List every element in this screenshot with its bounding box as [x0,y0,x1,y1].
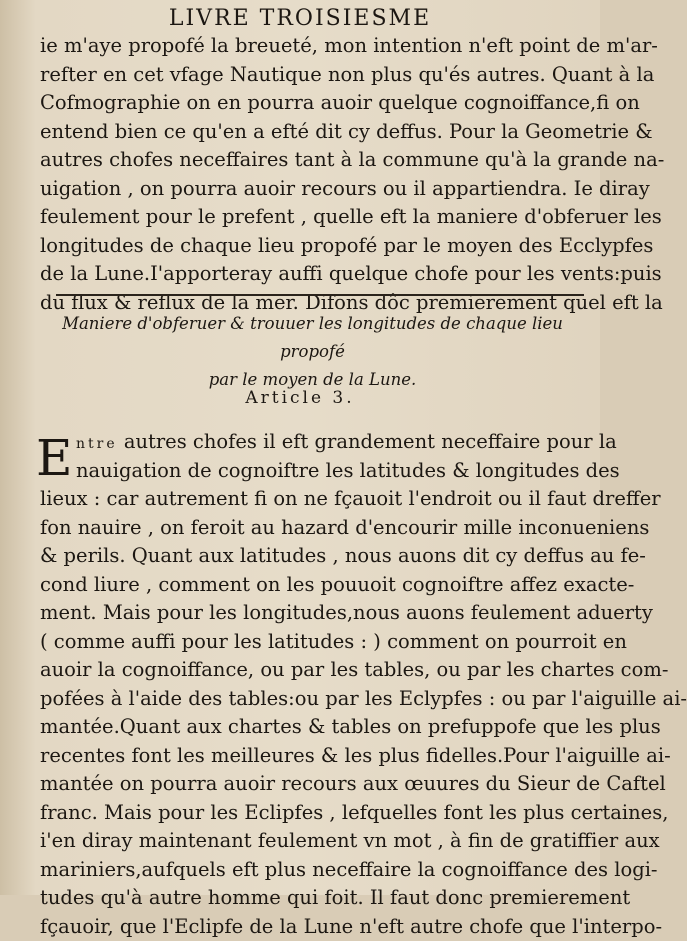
text-line: mantée on pourra auoir recours aux œuures du Sieur de Caftel [40,770,585,799]
text-line: cond liure , comment on les pouuoit cognoiftre affez exacte- [40,571,585,600]
text-line: uigation , on pourra auoir recours ou il appartiendra. Ie diray [40,175,585,204]
first-word: ntre [76,436,118,452]
text-line: de la Lune.I'apporteray auffi quelque chofe pour les vents:puis [40,260,585,289]
article-body [40,428,585,941]
text-line: franc. Mais pour les Eclipfes , lefquelles font les plus certaines, [40,799,585,828]
text-line: autres chofes neceffaires tant à la commune qu'à la grande na- [40,146,585,175]
drop-cap: E [36,433,73,483]
first-line-text: autres chofes il eft grandement neceffaire pour la [118,430,617,453]
running-head: LIVRE TROISIESME [0,6,600,31]
text-line: & perils. Quant aux latitudes , nous auons dit cy deffus au fe- [40,542,585,571]
text-line: i'en diray maintenant feulement vn mot , à fin de gratiffier aux [40,827,585,856]
text-line: ment. Mais pour les longitudes,nous auons feulement aduerty [40,599,585,628]
text-line: ( comme auffi pour les latitudes : ) comment on pourroit en [40,628,585,657]
section-heading-line: par le moyen de la Lune. [40,366,585,394]
text-line: recentes font les meilleures & les plus fidelles.Pour l'aiguille ai- [40,742,585,771]
text-line: ie m'aye propofé la breueté, mon intention n'eft point de m'ar- [40,32,585,61]
text-line: tudes qu'à autre homme qui foit. Il faut donc premierement [40,884,585,913]
text-line: feulement pour le prefent , quelle eft la maniere d'obferuer les [40,203,585,232]
text-line: Cofmographie on en pourra auoir quelque cognoiffance,fi on [40,89,585,118]
text-line: fon nauire , on feroit au hazard d'encourir mille inconueniens [40,514,585,543]
text-line-first [40,428,585,457]
text-line: du flux & reflux de la mer. Difons dôc premierement quel eft la [40,289,585,318]
section-divider [56,294,584,296]
section-heading-line: Maniere d'obferuer & trouuer les longitudes de chaque lieu propofé [40,310,585,366]
text-line: refter en cet vfage Nautique non plus qu'és autres. Quant à la [40,61,585,90]
text-line: fçauoir, que l'Eclipfe de la Lune n'eft autre chofe que l'interpo- [40,913,585,941]
text-line: pofées à l'aide des tables:ou par les Eclypfes : ou par l'aiguille ai- [40,685,585,714]
text-line: longitudes de chaque lieu propofé par le moyen des Ecclypfes [40,232,585,261]
section-heading [40,310,585,394]
text-line: auoir la cognoiffance, ou par les tables, ou par les chartes com- [40,656,585,685]
text-line: mariniers,aufquels eft plus neceffaire la cognoiffance des logi- [40,856,585,885]
text-line: entend bien ce qu'en a efté dit cy deffus. Pour la Geometrie & [40,118,585,147]
text-line: lieux : car autrement fi on ne fçauoit l'endroit ou il faut dreffer [40,485,585,514]
text-line: mantée.Quant aux chartes & tables on prefuppofe que les plus [40,713,585,742]
text-line: nauigation de cognoiftre les latitudes & longitudes des [40,457,585,486]
top-paragraph [40,32,585,317]
article-label: Article 3. [0,388,600,408]
